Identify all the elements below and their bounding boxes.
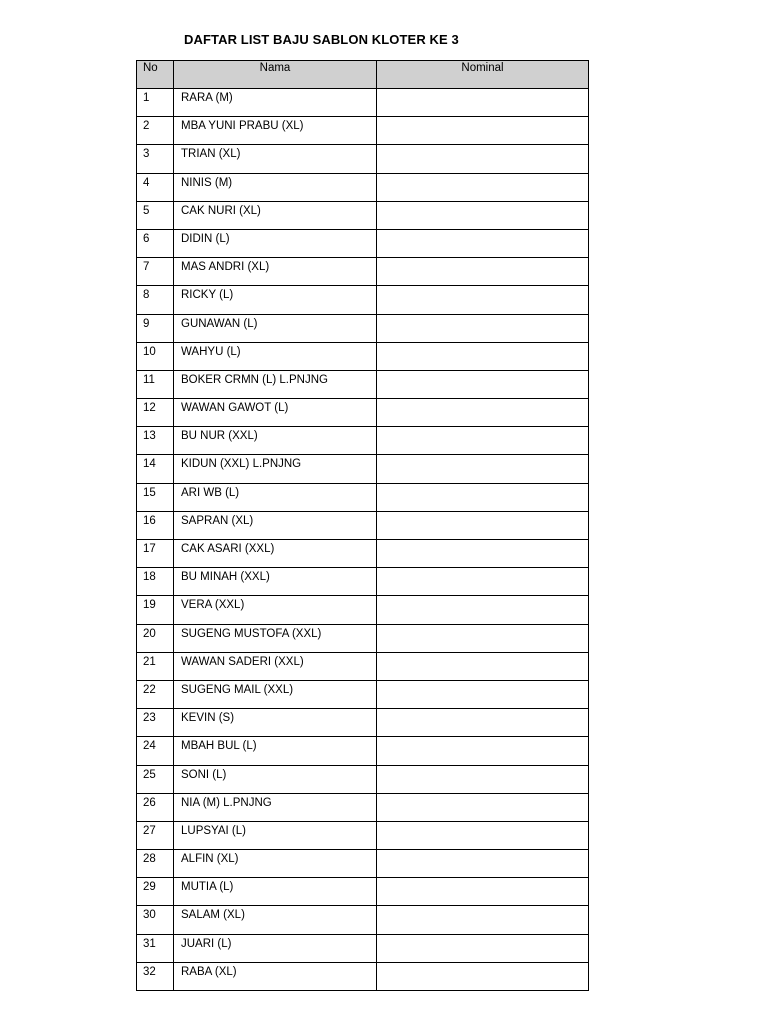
nominal-cell (377, 709, 589, 737)
nominal-cell (377, 737, 589, 765)
nominal-cell (377, 652, 589, 680)
nominal-cell (377, 342, 589, 370)
column-header-nominal: Nominal (377, 61, 589, 89)
row-number-cell: 5 (137, 201, 174, 229)
nominal-cell (377, 765, 589, 793)
name-size-cell: KIDUN (XXL) L.PNJNG (174, 455, 377, 483)
name-size-cell: VERA (XXL) (174, 596, 377, 624)
name-size-cell: CAK ASARI (XXL) (174, 540, 377, 568)
row-number-cell: 25 (137, 765, 174, 793)
table-row (137, 89, 589, 117)
nominal-cell (377, 173, 589, 201)
table-row (137, 117, 589, 145)
table-row (137, 934, 589, 962)
row-number-cell: 26 (137, 793, 174, 821)
table-row (137, 511, 589, 539)
name-size-cell: TRIAN (XL) (174, 145, 377, 173)
table-row (137, 624, 589, 652)
row-number-cell: 9 (137, 314, 174, 342)
table-row (137, 540, 589, 568)
name-size-cell: BU NUR (XXL) (174, 427, 377, 455)
row-number-cell: 12 (137, 399, 174, 427)
nominal-cell (377, 483, 589, 511)
row-number-cell: 31 (137, 934, 174, 962)
nominal-cell (377, 89, 589, 117)
row-number-cell: 15 (137, 483, 174, 511)
name-size-cell: SUGENG MAIL (XXL) (174, 680, 377, 708)
nominal-cell (377, 934, 589, 962)
nominal-cell (377, 511, 589, 539)
row-number-cell: 32 (137, 962, 174, 990)
row-number-cell: 10 (137, 342, 174, 370)
table-row (137, 258, 589, 286)
table-row (137, 709, 589, 737)
name-size-cell: CAK NURI (XL) (174, 201, 377, 229)
table-row (137, 286, 589, 314)
row-number-cell: 8 (137, 286, 174, 314)
name-size-cell: KEVIN (S) (174, 709, 377, 737)
row-number-cell: 1 (137, 89, 174, 117)
table-row (137, 596, 589, 624)
document-title: DAFTAR LIST BAJU SABLON KLOTER KE 3 (184, 32, 459, 47)
name-size-cell: BU MINAH (XXL) (174, 568, 377, 596)
name-size-cell: MBA YUNI PRABU (XL) (174, 117, 377, 145)
nominal-cell (377, 624, 589, 652)
row-number-cell: 18 (137, 568, 174, 596)
name-size-cell: RABA (XL) (174, 962, 377, 990)
nominal-cell (377, 286, 589, 314)
table-row (137, 962, 589, 990)
table-row (137, 793, 589, 821)
table-row (137, 455, 589, 483)
name-size-cell: DIDIN (L) (174, 229, 377, 257)
name-size-cell: NINIS (M) (174, 173, 377, 201)
row-number-cell: 7 (137, 258, 174, 286)
name-size-cell: WAHYU (L) (174, 342, 377, 370)
row-number-cell: 3 (137, 145, 174, 173)
name-size-cell: NIA (M) L.PNJNG (174, 793, 377, 821)
row-number-cell: 20 (137, 624, 174, 652)
name-size-cell: RARA (M) (174, 89, 377, 117)
name-size-cell: SALAM (XL) (174, 906, 377, 934)
nominal-cell (377, 878, 589, 906)
nominal-cell (377, 427, 589, 455)
table-row (137, 652, 589, 680)
nominal-cell (377, 540, 589, 568)
name-size-cell: RICKY (L) (174, 286, 377, 314)
name-size-cell: WAWAN SADERI (XXL) (174, 652, 377, 680)
row-number-cell: 28 (137, 850, 174, 878)
row-number-cell: 6 (137, 229, 174, 257)
row-number-cell: 16 (137, 511, 174, 539)
table-row (137, 906, 589, 934)
nominal-cell (377, 821, 589, 849)
nominal-cell (377, 229, 589, 257)
row-number-cell: 11 (137, 370, 174, 398)
table-row (137, 737, 589, 765)
nominal-cell (377, 962, 589, 990)
name-size-cell: MUTIA (L) (174, 878, 377, 906)
row-number-cell: 19 (137, 596, 174, 624)
name-size-cell: SUGENG MUSTOFA (XXL) (174, 624, 377, 652)
table-row (137, 850, 589, 878)
nominal-cell (377, 370, 589, 398)
table-row (137, 145, 589, 173)
row-number-cell: 13 (137, 427, 174, 455)
nominal-cell (377, 455, 589, 483)
nominal-cell (377, 399, 589, 427)
name-size-cell: ALFIN (XL) (174, 850, 377, 878)
table-header-row (137, 61, 589, 89)
table-body (137, 89, 589, 991)
table-row (137, 342, 589, 370)
nominal-cell (377, 314, 589, 342)
table-row (137, 173, 589, 201)
table-row (137, 427, 589, 455)
column-header-no: No (137, 61, 174, 89)
table-row (137, 680, 589, 708)
nominal-cell (377, 117, 589, 145)
row-number-cell: 30 (137, 906, 174, 934)
table-row (137, 201, 589, 229)
name-size-cell: GUNAWAN (L) (174, 314, 377, 342)
row-number-cell: 21 (137, 652, 174, 680)
table-row (137, 370, 589, 398)
table-row (137, 483, 589, 511)
name-size-cell: SAPRAN (XL) (174, 511, 377, 539)
row-number-cell: 24 (137, 737, 174, 765)
name-size-cell: JUARI (L) (174, 934, 377, 962)
name-size-cell: SONI (L) (174, 765, 377, 793)
row-number-cell: 2 (137, 117, 174, 145)
name-size-cell: BOKER CRMN (L) L.PNJNG (174, 370, 377, 398)
name-size-cell: MBAH BUL (L) (174, 737, 377, 765)
nominal-cell (377, 793, 589, 821)
row-number-cell: 17 (137, 540, 174, 568)
row-number-cell: 29 (137, 878, 174, 906)
nominal-cell (377, 258, 589, 286)
nominal-cell (377, 850, 589, 878)
table-row (137, 765, 589, 793)
nominal-cell (377, 145, 589, 173)
nominal-cell (377, 201, 589, 229)
nominal-cell (377, 596, 589, 624)
table-row (137, 878, 589, 906)
table-row (137, 399, 589, 427)
shirt-order-table (136, 60, 589, 991)
nominal-cell (377, 906, 589, 934)
nominal-cell (377, 680, 589, 708)
table-row (137, 568, 589, 596)
row-number-cell: 14 (137, 455, 174, 483)
table-row (137, 229, 589, 257)
name-size-cell: ARI WB (L) (174, 483, 377, 511)
row-number-cell: 23 (137, 709, 174, 737)
column-header-nama: Nama (174, 61, 377, 89)
row-number-cell: 27 (137, 821, 174, 849)
row-number-cell: 22 (137, 680, 174, 708)
table-row (137, 314, 589, 342)
row-number-cell: 4 (137, 173, 174, 201)
name-size-cell: MAS ANDRI (XL) (174, 258, 377, 286)
name-size-cell: LUPSYAI (L) (174, 821, 377, 849)
name-size-cell: WAWAN GAWOT (L) (174, 399, 377, 427)
table-row (137, 821, 589, 849)
nominal-cell (377, 568, 589, 596)
